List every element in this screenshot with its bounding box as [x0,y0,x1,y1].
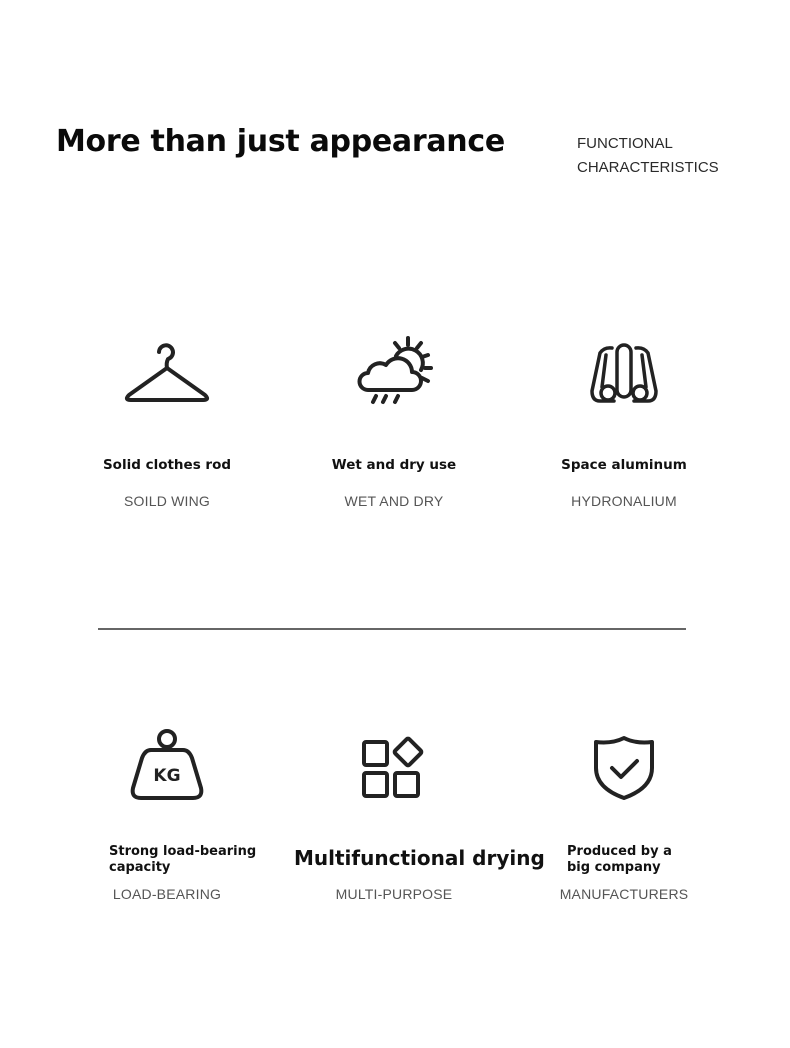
feature-title: Wet and dry use [331,457,457,473]
aluminum-tube-icon [524,335,724,407]
section-subtitle [577,132,767,180]
weather-sun-rain-icon [294,335,494,407]
feature-title: Strong load-bearing capacity [109,844,257,875]
feature-subtitle: SOILD WING [123,493,210,509]
feature-load-bearing [67,728,267,908]
apps-grid-icon [294,728,494,800]
feature-subtitle: MULTI-PURPOSE [335,886,453,902]
feature-subtitle: WET AND DRY [344,493,444,509]
subtitle-line-1: FUNCTIONAL [577,135,673,152]
feature-title: Multifunctional drying [294,846,545,870]
feature-title: Solid clothes rod [102,457,232,473]
shield-check-icon [524,728,724,800]
feature-subtitle: LOAD-BEARING [112,886,222,902]
feature-big-company [524,728,724,908]
feature-title: Produced by a big company [567,844,672,875]
feature-title: Space aluminum [561,457,687,473]
kg-label: KG [153,766,181,786]
page-title: More than just appearance [56,124,505,159]
subtitle-line-2: CHARACTERISTICS [577,159,719,176]
feature-solid-clothes-rod [67,335,267,515]
feature-wet-and-dry-use [294,335,494,515]
feature-subtitle: HYDRONALIUM [571,493,677,509]
weight-kg-icon [67,728,267,800]
feature-subtitle: MANUFACTURERS [559,886,689,902]
section-divider [98,628,686,630]
hanger-icon [67,335,267,407]
feature-multifunctional-drying [294,728,545,908]
feature-space-aluminum [524,335,724,515]
